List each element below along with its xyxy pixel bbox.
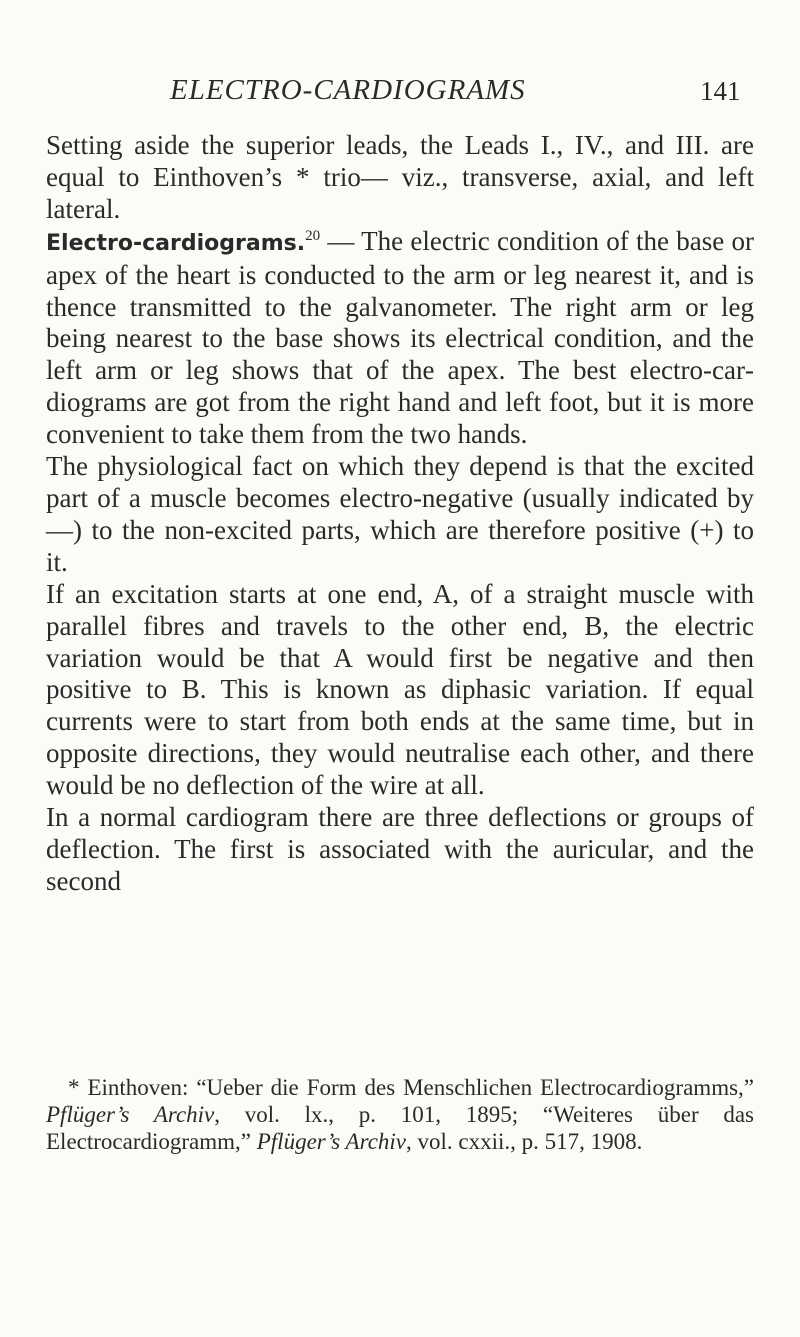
paragraph-text: — The electric condition of the base or apex of the heart is conducted to the arm or leg nearest it, and is thence transmitted to the galvanometer. The right arm or leg being nearest to the base shows its electrical condition, and the left arm or leg shows that of the apex. The best electro-cardiograms are got from the right hand and left foot, but it is more convenient to take them from the two hands.: [46, 225, 754, 450]
section-heading: Electro-cardiograms.: [46, 230, 306, 256]
footnote-text-3: , vol. cxxii., p. 517, 1908.: [406, 1129, 643, 1154]
paragraph-electro-cardiograms: [46, 226, 754, 451]
page-header: [0, 70, 800, 110]
footnote-journal-1: Pflüger’s Archiv: [46, 1102, 215, 1127]
page-number: 141: [700, 76, 741, 106]
footnote: [46, 1074, 754, 1155]
footnote-text-1: * Einthoven: “Ueber die Form des Menschlichen Electrocardiogramms,”: [68, 1075, 754, 1100]
footnote-text-2: , vol. lx., p. 101, 1895; “Weiteres über das Electrocardiogramm,”: [46, 1102, 754, 1154]
footnote-journal-2: Pflüger’s Archiv: [256, 1129, 407, 1154]
body-text: [46, 130, 754, 898]
running-title: ELECTRO-CARDIOGRAMS: [170, 74, 526, 106]
paragraph-leads: Setting aside the superior leads, the Leads I., IV., and III. are equal to Einthoven’s * trio— viz., transverse, axial, and left lateral.: [46, 130, 754, 224]
paragraph-normal-cardiogram: In a normal cardiogram there are three deflections or groups of deflection. The first is associated with the auricular, and the second: [46, 802, 754, 896]
reference-marker: 20: [305, 227, 321, 244]
paragraph-physiological-fact: The physiological fact on which they depend is that the excited part of a muscle becomes electro-negative (usually indicated by —) to the non-excited parts, which are therefore positive (+) to it.: [46, 451, 754, 577]
paragraph-excitation: If an excitation starts at one end, A, of a straight muscle with parallel fibres and travels to the other end, B, the electric variation would be that A would first be negative and then positive to B. This is known as diphasic variation. If equal currents were to start from both ends at the same time, but in opposite directions, they would neutralise each other, and there would be no deflection of the wire at all.: [46, 578, 754, 801]
